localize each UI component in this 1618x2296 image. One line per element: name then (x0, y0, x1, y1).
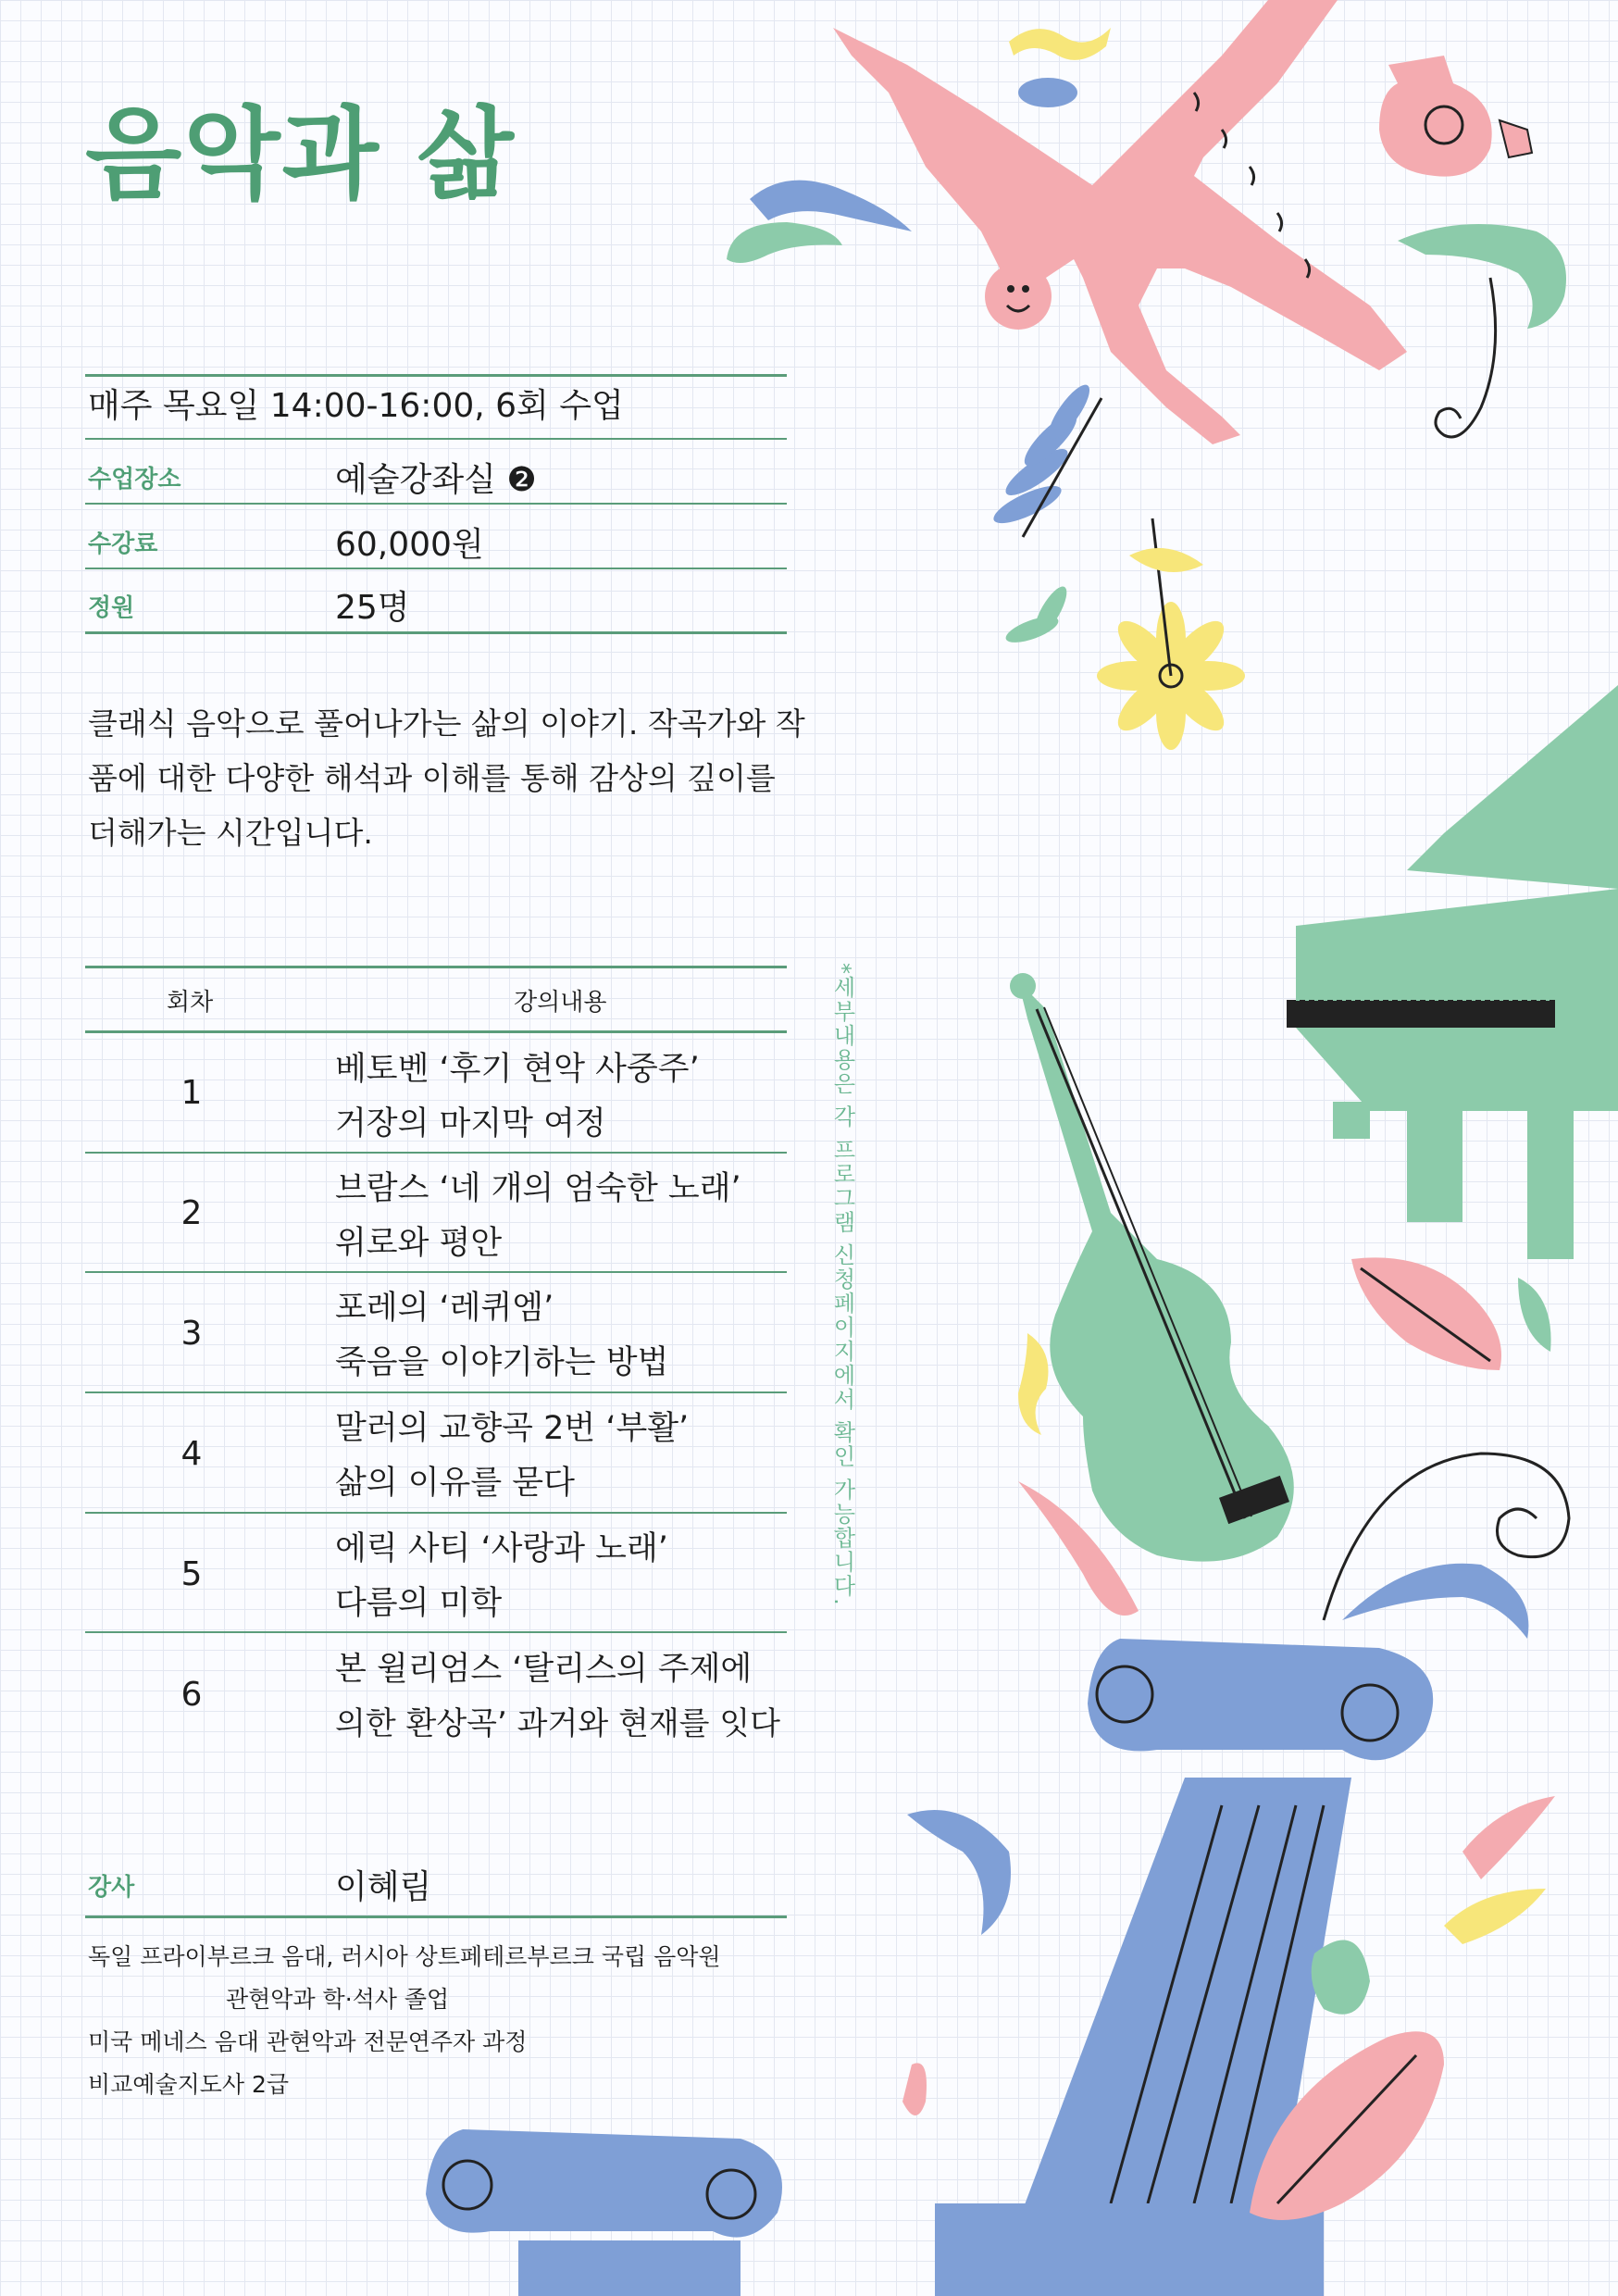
session-number: 4 (180, 1435, 203, 1473)
info-label-location: 수업장소 (88, 466, 181, 493)
instructor-bio-line: 관현악과 학·석사 졸업 (226, 1986, 450, 2013)
instructor-label: 강사 (88, 1874, 135, 1902)
session-subtitle: 거장의 마지막 여정 (335, 1105, 606, 1142)
ionic-column-small (426, 2129, 782, 2296)
blue-blob (1018, 78, 1077, 107)
session-number: 5 (180, 1555, 203, 1593)
mint-leaf-small (1518, 1278, 1551, 1352)
pink-streak-lower (1462, 1796, 1555, 1879)
session-title: 브람스 ‘네 개의 엄숙한 노래’ (335, 1170, 741, 1207)
session-subtitle: 의한 환상곡’ 과거와 현재를 잇다 (335, 1705, 781, 1742)
info-label-fee: 수강료 (88, 530, 158, 558)
mint-swoosh-right (1398, 224, 1566, 329)
session-title: 베토벤 ‘후기 현악 사중주’ (335, 1051, 700, 1088)
divider (85, 631, 787, 634)
table-header-content: 강의내용 (514, 989, 607, 1017)
mint-swoosh (727, 222, 842, 263)
divider (85, 1391, 787, 1393)
pink-blob (902, 2063, 927, 2115)
divider (85, 568, 787, 569)
violin (1010, 973, 1294, 1562)
info-value-fee: 60,000원 (335, 526, 484, 564)
session-title: 말러의 교향곡 2번 ‘부활’ (335, 1410, 690, 1447)
side-note: *세부내용은 각 프로그램 신청페이지에서 확인 가능합니다. (829, 963, 855, 1607)
session-subtitle: 다름의 미학 (335, 1585, 503, 1622)
instructor-bio-line: 미국 메네스 음대 관현악과 전문연주자 과정 (88, 2028, 528, 2055)
blue-leaves (989, 380, 1101, 537)
session-subtitle: 죽음을 이야기하는 방법 (335, 1344, 669, 1381)
blue-swoosh-left (907, 1810, 1011, 1935)
session-subtitle: 위로와 평안 (335, 1225, 503, 1262)
session-number: 3 (180, 1315, 203, 1353)
page-title: 음악과 삶 (85, 97, 516, 213)
session-title: 포레의 ‘레퀴엠’ (335, 1290, 554, 1327)
yellow-streak (1018, 1333, 1049, 1435)
mint-leaf-lower (1312, 1940, 1370, 2014)
instructor-bio-line: 비교예술지도사 2급 (88, 2071, 290, 2098)
mint-leaves (1002, 582, 1072, 648)
session-title: 본 윌리엄스 ‘탈리스의 주제에 (335, 1651, 753, 1688)
black-spiral (1436, 278, 1496, 437)
table-header-rule (85, 1030, 787, 1033)
session-number: 2 (180, 1194, 203, 1232)
session-number: 6 (180, 1676, 203, 1714)
session-number: 1 (180, 1074, 203, 1112)
divider (85, 1152, 787, 1154)
yellow-leaf (1129, 548, 1203, 572)
table-header-session: 회차 (167, 989, 214, 1017)
yellow-swoosh (1009, 28, 1111, 60)
info-value-location: 예술강좌실 ❷ (335, 461, 537, 499)
divider (85, 1631, 787, 1633)
yellow-streak-lower (1444, 1889, 1546, 1944)
divider (85, 438, 787, 440)
schedule-text: 매주 목요일 14:00-16:00, 6회 수업 (88, 387, 624, 425)
session-title: 에릭 사티 ‘사랑과 노래’ (335, 1530, 668, 1567)
session-subtitle: 삶의 이유를 묻다 (335, 1465, 575, 1502)
dancing-figure (833, 0, 1407, 444)
instructor-bio-line: 독일 프라이부르크 음대, 러시아 상트페테르부르크 국립 음악원 (88, 1943, 721, 1970)
info-value-capacity: 25명 (335, 589, 410, 627)
course-description: 클래식 음악으로 풀어나가는 삶의 이야기. 작곡가와 작품에 대한 다양한 해석과 이해를 통해 감상의 깊이를 더해가는 시간입니다. (88, 705, 805, 851)
info-label-capacity: 정원 (88, 594, 135, 622)
instructor-name: 이혜림 (335, 1868, 432, 1906)
blue-swoosh-lower (1342, 1564, 1528, 1639)
amphora (1379, 56, 1532, 177)
divider (85, 1271, 787, 1273)
divider (85, 1915, 787, 1918)
divider (85, 503, 787, 505)
divider (85, 1512, 787, 1514)
divider (85, 374, 787, 377)
grand-piano (1287, 685, 1618, 1259)
table-top-rule (85, 966, 787, 968)
